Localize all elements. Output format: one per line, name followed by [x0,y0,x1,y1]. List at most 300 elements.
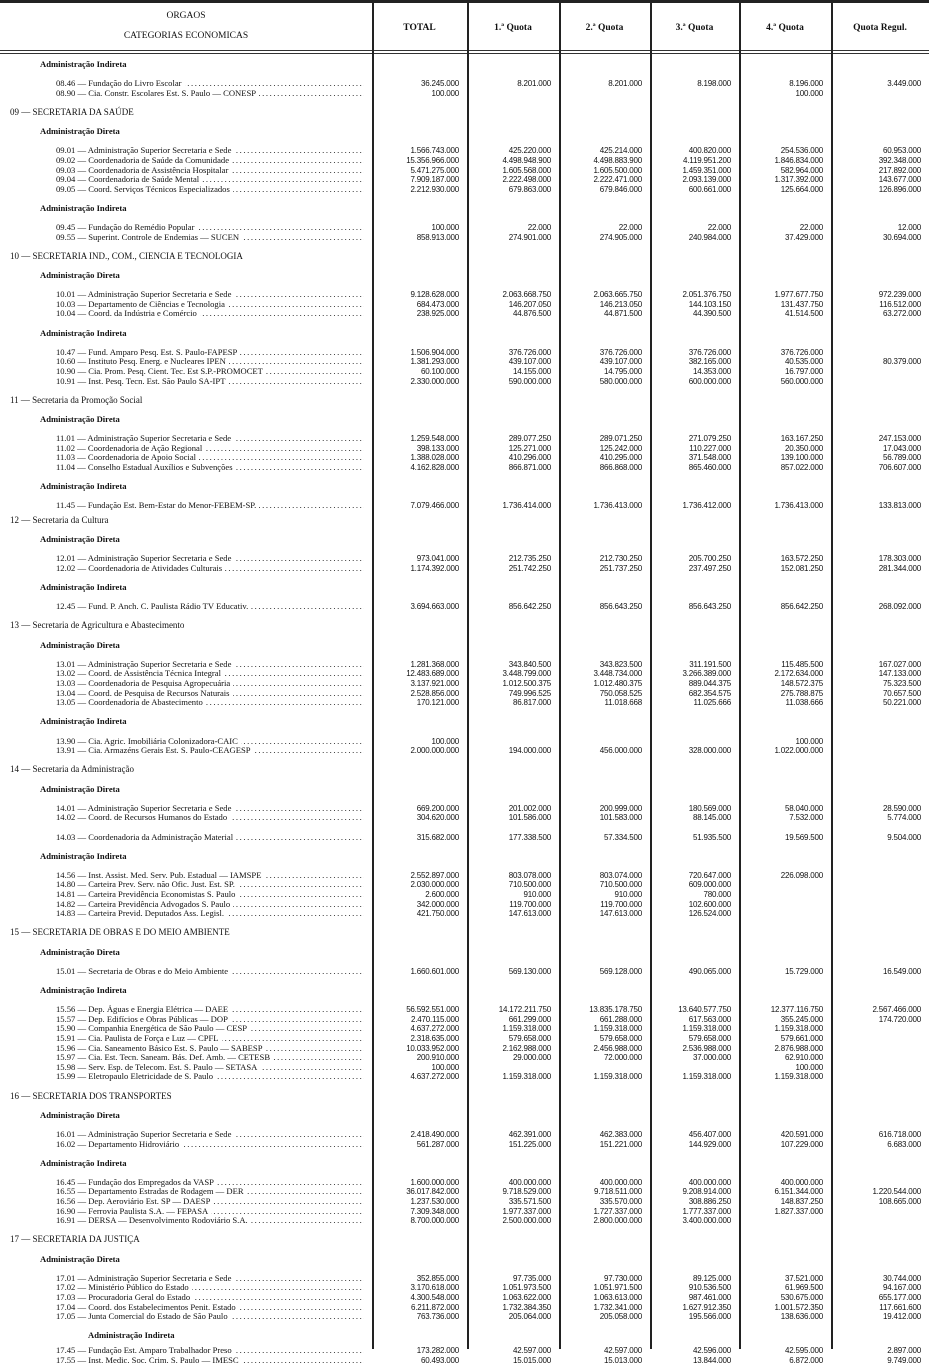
cell-quota-3: 1.159.318.000 [682,1024,731,1034]
table-row [0,1140,929,1150]
row-label [56,300,364,310]
row-label [56,367,364,377]
row-label-text: 10.04 — Coord. da Indústria e Comércio [56,309,200,318]
cell-quota-4: 1.846.834.000 [774,155,823,165]
cell-quota-4: 376.726.000 [780,347,823,357]
cell-quota-2: 72.000.000 [603,1053,642,1063]
cell-quota-4: 138.636.000 [780,1312,823,1322]
cell-quota-3: 110.227.000 [689,443,731,453]
cell-quota-4: 254.536.000 [780,146,823,156]
cell-quota-3: 1.736.412.000 [682,501,731,511]
row-label-text: 14.02 — Coord. de Recursos Humanos do Estado [56,813,230,822]
cell-quota-2: 580.000.000 [599,376,642,386]
table-row [0,890,929,900]
table-row [0,357,929,367]
cell-quota-regul: 174.720.000 [878,1014,921,1024]
cell-quota-3: 308.886.250 [688,1197,731,1207]
row-label [56,233,364,243]
cell-quota-4: 22.000 [799,223,823,233]
cell-quota-3: 271.079.250 [688,434,731,444]
cell-quota-3: 2.536.988.000 [682,1043,731,1053]
cell-quota-regul: 972.239.000 [878,290,921,300]
table-row [0,900,929,910]
group-heading [0,1159,929,1169]
cell-quota-3: 3.400.000.000 [682,1216,731,1226]
section-heading [0,765,929,775]
row-label-text: 09.05 — Coord. Serviços Técnicos Especializados [56,185,233,194]
cell-quota-1: 410.296.000 [508,453,551,463]
cell-quota-3: 240.984.000 [688,232,731,242]
cell-quota-1: 1.732.384.350 [502,1302,551,1312]
cell-quota-3: 456.407.000 [688,1129,731,1139]
cell-quota-1: 910.000 [523,890,551,900]
cell-quota-1: 251.742.250 [508,563,551,573]
cell-quota-2: 1.051.971.500 [593,1283,642,1293]
group-heading [0,1111,929,1121]
table-row [0,79,929,89]
row-label-text: 09.04 — Coordenadoria de Saúde Mental [56,175,202,184]
cell-quota-regul: 616.718.000 [878,1129,921,1139]
table-row [0,166,929,176]
table-row [0,1312,929,1322]
row-label-text: 17.45 — Fundação Est. Amparo Trabalhador Preso [56,1346,235,1355]
cell-quota-2: 803.074.000 [599,870,642,880]
section-title: 16 — SECRETARIA DOS TRANSPORTES [10,1090,172,1101]
cell-quota-1: 866.871.000 [508,462,551,472]
cell-quota-3: 42.596.000 [692,1345,731,1355]
cell-total: 3.137.921.000 [410,679,459,688]
row-label [56,1140,364,1150]
table-row [0,1053,929,1063]
cell-quota-regul: 281.344.000 [878,563,921,573]
cell-quota-4: 560.000.000 [780,376,823,386]
cell-quota-3: 2.093.139.000 [682,175,731,185]
cell-quota-1: 29.000.000 [512,1053,551,1063]
cell-quota-2: 14.795.000 [603,367,642,376]
row-label [56,223,364,233]
header-quota-4: 4.ª Quota [766,23,804,33]
cell-total: 100.000 [431,223,459,233]
cell-total: 1.660.601.000 [410,966,459,976]
row-label-text: 14.81 — Carteira Previdência Economistas S. Paulo [56,890,238,899]
cell-quota-regul: 30.744.000 [882,1273,921,1283]
cell-total: 200.910.000 [416,1053,459,1063]
row-label-text: 14.80 — Carteira Prev. Serv. não Ofic. Just. Est. SP. [56,880,238,889]
cell-quota-2: 1.605.500.000 [593,165,642,175]
cell-quota-2: 205.058.000 [599,1312,642,1322]
cell-total: 2.528.856.000 [410,688,459,698]
cell-quota-2: 44.871.500 [603,309,642,319]
row-label [56,1130,364,1140]
table-row [0,746,929,756]
cell-quota-regul: 167.027.000 [878,659,921,669]
cell-quota-2: 251.737.250 [599,563,642,573]
cell-quota-1: 205.064.000 [508,1312,551,1322]
cell-total: 1.174.392.000 [410,563,459,573]
group-title: Administração Indireta [40,582,127,593]
cell-quota-3: 382.165.000 [688,357,731,367]
row-label-text: 09.01 — Administração Superior Secretaria e Sede [56,146,234,155]
cell-quota-4: 100.000 [795,1062,823,1072]
cell-quota-2: 425.214.000 [599,146,642,156]
cell-quota-2: 212.730.250 [599,554,642,564]
cell-quota-1: 462.391.000 [508,1129,551,1139]
cell-quota-1: 22.000 [527,223,551,233]
table-row [0,1356,929,1365]
row-label-text: 12.02 — Coordenadoria de Atividades Culturais [56,564,225,573]
cell-quota-4: 2.876.988.000 [774,1043,823,1053]
cell-quota-3: 3.266.389.000 [682,669,731,679]
cell-quota-1: 125.271.000 [508,443,551,453]
cell-quota-4: 856.642.250 [780,602,823,612]
row-label [56,1197,364,1207]
cell-quota-1: 14.155.000 [512,367,551,376]
cell-total: 1.237.530.000 [410,1197,459,1207]
table-row [0,348,929,358]
cell-quota-regul: 5.774.000 [887,813,921,823]
cell-quota-2: 462.383.000 [599,1129,642,1139]
row-label [56,909,364,919]
cell-quota-2: 910.000 [614,890,642,900]
group-heading [0,271,929,281]
cell-quota-3: 11.025.666 [693,698,731,708]
group-title: Administração Indireta [40,481,127,492]
row-label-text: 11.04 — Conselho Estadual Auxílios e Subvenções [56,463,236,472]
section-title: 17 — SECRETARIA DA JUSTIÇA [10,1234,140,1245]
row-label-text: 15.01 — Secretaria de Obras e do Meio Ambiente [56,967,231,976]
cell-quota-regul: 16.549.000 [882,966,921,976]
cell-quota-4: 42.595.000 [784,1345,823,1355]
row-label-text: 17.02 — Ministério Público do Estado [56,1283,192,1292]
row-label-text: 13.05 — Coordenadoria de Abastecimento [56,698,206,707]
cell-quota-3: 205.700.250 [688,554,731,564]
cell-quota-3: 13.844.000 [692,1355,731,1365]
row-label-text: 09.55 — Superint. Controle de Endemias — SUCEN [56,233,242,242]
cell-total: 36.245.000 [420,79,459,89]
row-label [56,1216,364,1226]
cell-quota-regul: 178.303.000 [878,554,921,564]
row-label [56,444,364,454]
row-label [56,175,364,185]
cell-quota-3: 311.191.500 [689,659,731,669]
table-row [0,1197,929,1207]
cell-quota-regul: 17.043.000 [882,443,921,453]
section-heading [0,108,929,118]
cell-quota-4: 420.591.000 [780,1129,823,1139]
cell-quota-2: 2.222.471.000 [593,175,642,185]
cell-quota-4: 37.521.000 [784,1273,823,1283]
cell-quota-3: 195.566.000 [688,1312,731,1322]
group-heading [0,329,929,339]
cell-quota-regul: 9.749.000 [887,1355,921,1365]
table-row [0,880,929,890]
cell-quota-3: 579.658.000 [688,1033,731,1043]
cell-quota-2: 579.658.000 [599,1033,642,1043]
row-label [56,1024,364,1034]
table-row [0,185,929,195]
cell-total: 15.356.966.000 [406,155,459,165]
cell-quota-4: 148.572.375 [780,679,823,688]
cell-quota-2: 856.643.250 [599,602,642,612]
cell-quota-3: 682.354.575 [688,688,731,698]
cell-quota-3: 88.145.000 [692,813,731,823]
cell-quota-4: 15.729.000 [784,966,823,976]
cell-quota-4: 11.038.666 [785,698,823,708]
cell-quota-3: 1.159.318.000 [682,1072,731,1082]
cell-quota-4: 579.661.000 [780,1033,823,1043]
table-row [0,1034,929,1044]
group-heading [0,583,929,593]
header-quota-3: 3.ª Quota [675,23,714,33]
cell-quota-regul: 655.177.000 [878,1293,921,1302]
cell-quota-4: 41.514.500 [784,309,823,319]
table-row [0,1346,929,1356]
group-title: Administração Indireta [88,1330,175,1341]
cell-quota-4: 582.964.000 [780,165,823,175]
group-heading [0,785,929,795]
cell-quota-regul: 12.000 [897,223,921,233]
cell-total: 4.300.548.000 [410,1293,459,1302]
cell-quota-2: 200.999.000 [599,803,642,813]
cell-quota-2: 274.905.000 [599,232,642,242]
header-orgaos: ORGAOS [166,11,206,21]
section-title: 15 — SECRETARIA DE OBRAS E DO MEIO AMBIENTE [10,927,230,938]
cell-quota-1: 2.162.988.000 [502,1043,551,1053]
table-row [0,1187,929,1197]
cell-quota-2: 1.012.480.375 [593,679,642,688]
cell-quota-4: 1.159.318.000 [774,1024,823,1034]
section-heading [0,928,929,938]
group-title: Administração Direta [40,1253,120,1264]
cell-total: 100.000 [431,1062,459,1072]
cell-quota-2: 2.063.665.750 [593,290,642,300]
row-label [56,602,364,612]
cell-total: 5.471.275.000 [410,165,459,175]
cell-quota-3: 987.461.000 [688,1293,731,1302]
cell-quota-4: 2.172.634.000 [774,669,823,679]
cell-total: 60.493.000 [420,1355,459,1365]
row-label [56,1044,364,1054]
row-label-text: 15.56 — Dep. Águas e Energia Elétrica — DAEE [56,1005,231,1014]
group-title: Administração Direta [40,1109,120,1120]
cell-total: 2.318.635.000 [410,1033,459,1043]
row-label-text: 10.01 — Administração Superior Secretaria e Sede [56,290,234,299]
cell-quota-3: 617.563.000 [688,1014,731,1024]
cell-quota-4: 163.572.250 [780,554,823,564]
row-label [56,564,364,574]
cell-quota-4: 400.000.000 [780,1177,823,1187]
table-row [0,833,929,843]
cell-total: 36.017.842.000 [406,1187,459,1197]
row-label-text: 17.03 — Procuradoria Geral do Estado [56,1293,193,1302]
cell-total: 6.211.872.000 [411,1302,459,1312]
cell-quota-4: 125.664.000 [780,184,823,194]
row-label-text: 15.91 — Cia. Paulista de Força e Luz — CPFL [56,1034,222,1043]
cell-quota-4: 1.159.318.000 [774,1072,823,1082]
cell-total: 3.694.663.000 [410,602,459,612]
cell-total: 684.473.000 [416,299,459,309]
cell-total: 2.000.000.000 [410,746,459,756]
cell-quota-3: 102.600.000 [688,899,731,909]
cell-quota-2: 679.846.000 [599,184,642,194]
table-row [0,233,929,243]
row-label-text: 13.02 — Coord. de Assistência Técnica Integral [56,669,224,678]
section-heading [0,396,929,406]
table-row [0,377,929,387]
cell-quota-regul: 392.348.000 [878,155,921,165]
row-label-text: 16.01 — Administração Superior Secretaria e Sede [56,1130,234,1139]
cell-total: 398.133.000 [416,443,459,453]
cell-quota-2: 439.107.000 [599,357,642,367]
row-label-text: 10.47 — Fund. Amparo Pesq. Est. S. Paulo-FAPESP [56,348,240,357]
cell-quota-regul: 247.153.000 [878,434,921,444]
cell-quota-2: 661.288.000 [599,1014,642,1024]
cell-total: 1.281.368.000 [410,659,459,669]
row-label-text: 10.91 — Inst. Pesq. Tecn. Est. São Paulo SA-IPT [56,377,228,386]
cell-quota-3: 89.125.000 [692,1273,731,1283]
cell-total: 7.309.348.000 [410,1206,459,1216]
cell-quota-2: 400.000.000 [599,1177,642,1187]
cell-quota-3: 400.000.000 [688,1177,731,1187]
cell-quota-3: 4.119.951.200 [683,155,731,165]
table-row [0,909,929,919]
table-row [0,1207,929,1217]
cell-quota-1: 1.159.318.000 [502,1024,551,1034]
section-heading [0,252,929,262]
row-label-text: 16.91 — DERSA — Desenvolvimento Rodoviário S.A. [56,1216,251,1225]
row-label-text: 08.90 — Cia. Constr. Escolares Est. S. Paulo — CONESP [56,89,259,98]
table-row [0,1063,929,1073]
group-heading [0,535,929,545]
group-heading [0,717,929,727]
cell-quota-4: 6.872.000 [789,1355,823,1365]
cell-quota-1: 201.002.000 [508,803,551,813]
row-label [56,890,364,900]
cell-quota-2: 97.730.000 [603,1273,642,1283]
cell-quota-regul: 28.590.000 [882,803,921,813]
cell-quota-2: 22.000 [618,223,642,233]
table-row [0,1303,929,1313]
row-label [56,669,364,679]
table-row [0,1044,929,1054]
cell-quota-1: 1.605.568.000 [502,165,551,175]
row-label-text: 12.45 — Fund. P. Anch. C. Paulista Rádio TV Educativ. [56,602,251,611]
cell-quota-3: 600.661.000 [688,184,731,194]
cell-quota-2: 13.835.178.750 [589,1005,642,1015]
cell-quota-3: 126.524.000 [688,909,731,919]
row-label [56,804,364,814]
cell-quota-3: 600.000.000 [688,376,731,386]
row-label [56,880,364,890]
row-label [56,1053,364,1063]
cell-quota-1: 661.299.000 [508,1014,551,1024]
row-label [56,833,364,843]
cell-total: 352.855.000 [416,1273,459,1283]
cell-quota-4: 1.317.392.000 [774,175,823,185]
row-label [56,813,364,823]
cell-total: 2.212.930.000 [410,184,459,194]
cell-quota-1: 97.735.000 [512,1273,551,1283]
cell-total: 1.506.904.000 [410,347,459,357]
cell-quota-3: 609.000.000 [688,880,731,890]
cell-quota-1: 590.000.000 [508,376,551,386]
cell-quota-1: 3.448.799.000 [502,669,551,679]
cell-quota-1: 1.051.973.500 [502,1283,551,1293]
cell-quota-2: 410.295.000 [599,453,642,463]
cell-quota-4: 8.196.000 [789,79,823,89]
cell-total: 170.121.000 [416,698,459,708]
table-row [0,813,929,823]
cell-quota-2: 101.583.000 [599,813,642,823]
row-label [56,1187,364,1197]
row-label-text: 13.03 — Coordenadoria de Pesquisa Agropecuária [56,679,233,688]
cell-quota-4: 163.167.250 [780,434,823,444]
table-row [0,564,929,574]
cell-quota-2: 1.736.413.000 [593,501,642,511]
cell-quota-3: 490.065.000 [688,966,731,976]
group-title: Administração Indireta [40,327,127,338]
table-row [0,1216,929,1226]
row-label [56,79,364,89]
group-title: Administração Indireta [40,716,127,727]
header-quota-1: 1.ª Quota [494,23,532,33]
table-body [0,60,929,1365]
cell-quota-regul: 147.133.000 [878,669,921,679]
row-label [56,1303,364,1313]
group-heading [0,415,929,425]
group-heading [0,482,929,492]
cell-quota-4: 19.569.500 [784,832,823,842]
table-row [0,89,929,99]
cell-quota-3: 44.390.500 [692,309,731,319]
cell-quota-2: 710.500.000 [599,880,642,890]
table-row [0,1072,929,1082]
cell-quota-2: 9.718.511.000 [594,1187,642,1197]
cell-quota-4: 1.736.413.000 [774,501,823,511]
cell-quota-1: 8.201.000 [517,79,551,89]
cell-quota-1: 710.500.000 [508,880,551,890]
table-row [0,698,929,708]
cell-total: 973.041.000 [416,554,459,564]
table-row [0,967,929,977]
cell-quota-regul: 2.567.466.000 [872,1005,921,1015]
cell-total: 2.470.115.000 [411,1014,459,1024]
row-label [56,1072,364,1082]
row-label-text: 11.03 — Coordenadoria de Apoio Social [56,453,199,462]
group-heading [0,127,929,137]
cell-quota-4: 6.151.344.000 [774,1187,823,1197]
cell-total: 8.700.000.000 [410,1216,459,1226]
group-title: Administração Indireta [40,59,127,69]
cell-quota-regul: 116.512.000 [879,299,921,309]
cell-total: 60.100.000 [420,367,459,376]
cell-quota-2: 2.800.000.000 [593,1216,642,1226]
row-label-text: 14.82 — Carteira Previdência Advogados S. Paulo [56,900,233,909]
group-title: Administração Indireta [40,202,127,213]
cell-quota-3: 37.000.000 [692,1053,731,1063]
cell-quota-1: 86.817.000 [512,698,551,708]
cell-quota-4: 152.081.250 [780,563,823,573]
cell-quota-1: 42.597.000 [512,1345,551,1355]
cell-quota-1: 569.130.000 [508,966,551,976]
row-label-text: 16.45 — Fundação dos Empregados da VASP [56,1178,217,1187]
cell-quota-regul: 217.892.000 [878,165,921,175]
cell-quota-1: 1.012.500.375 [502,679,551,688]
cell-quota-1: 147.613.000 [508,909,551,919]
row-label [56,1063,364,1073]
cell-total: 3.170.618.000 [410,1283,459,1293]
cell-quota-1: 2.500.000.000 [502,1216,551,1226]
